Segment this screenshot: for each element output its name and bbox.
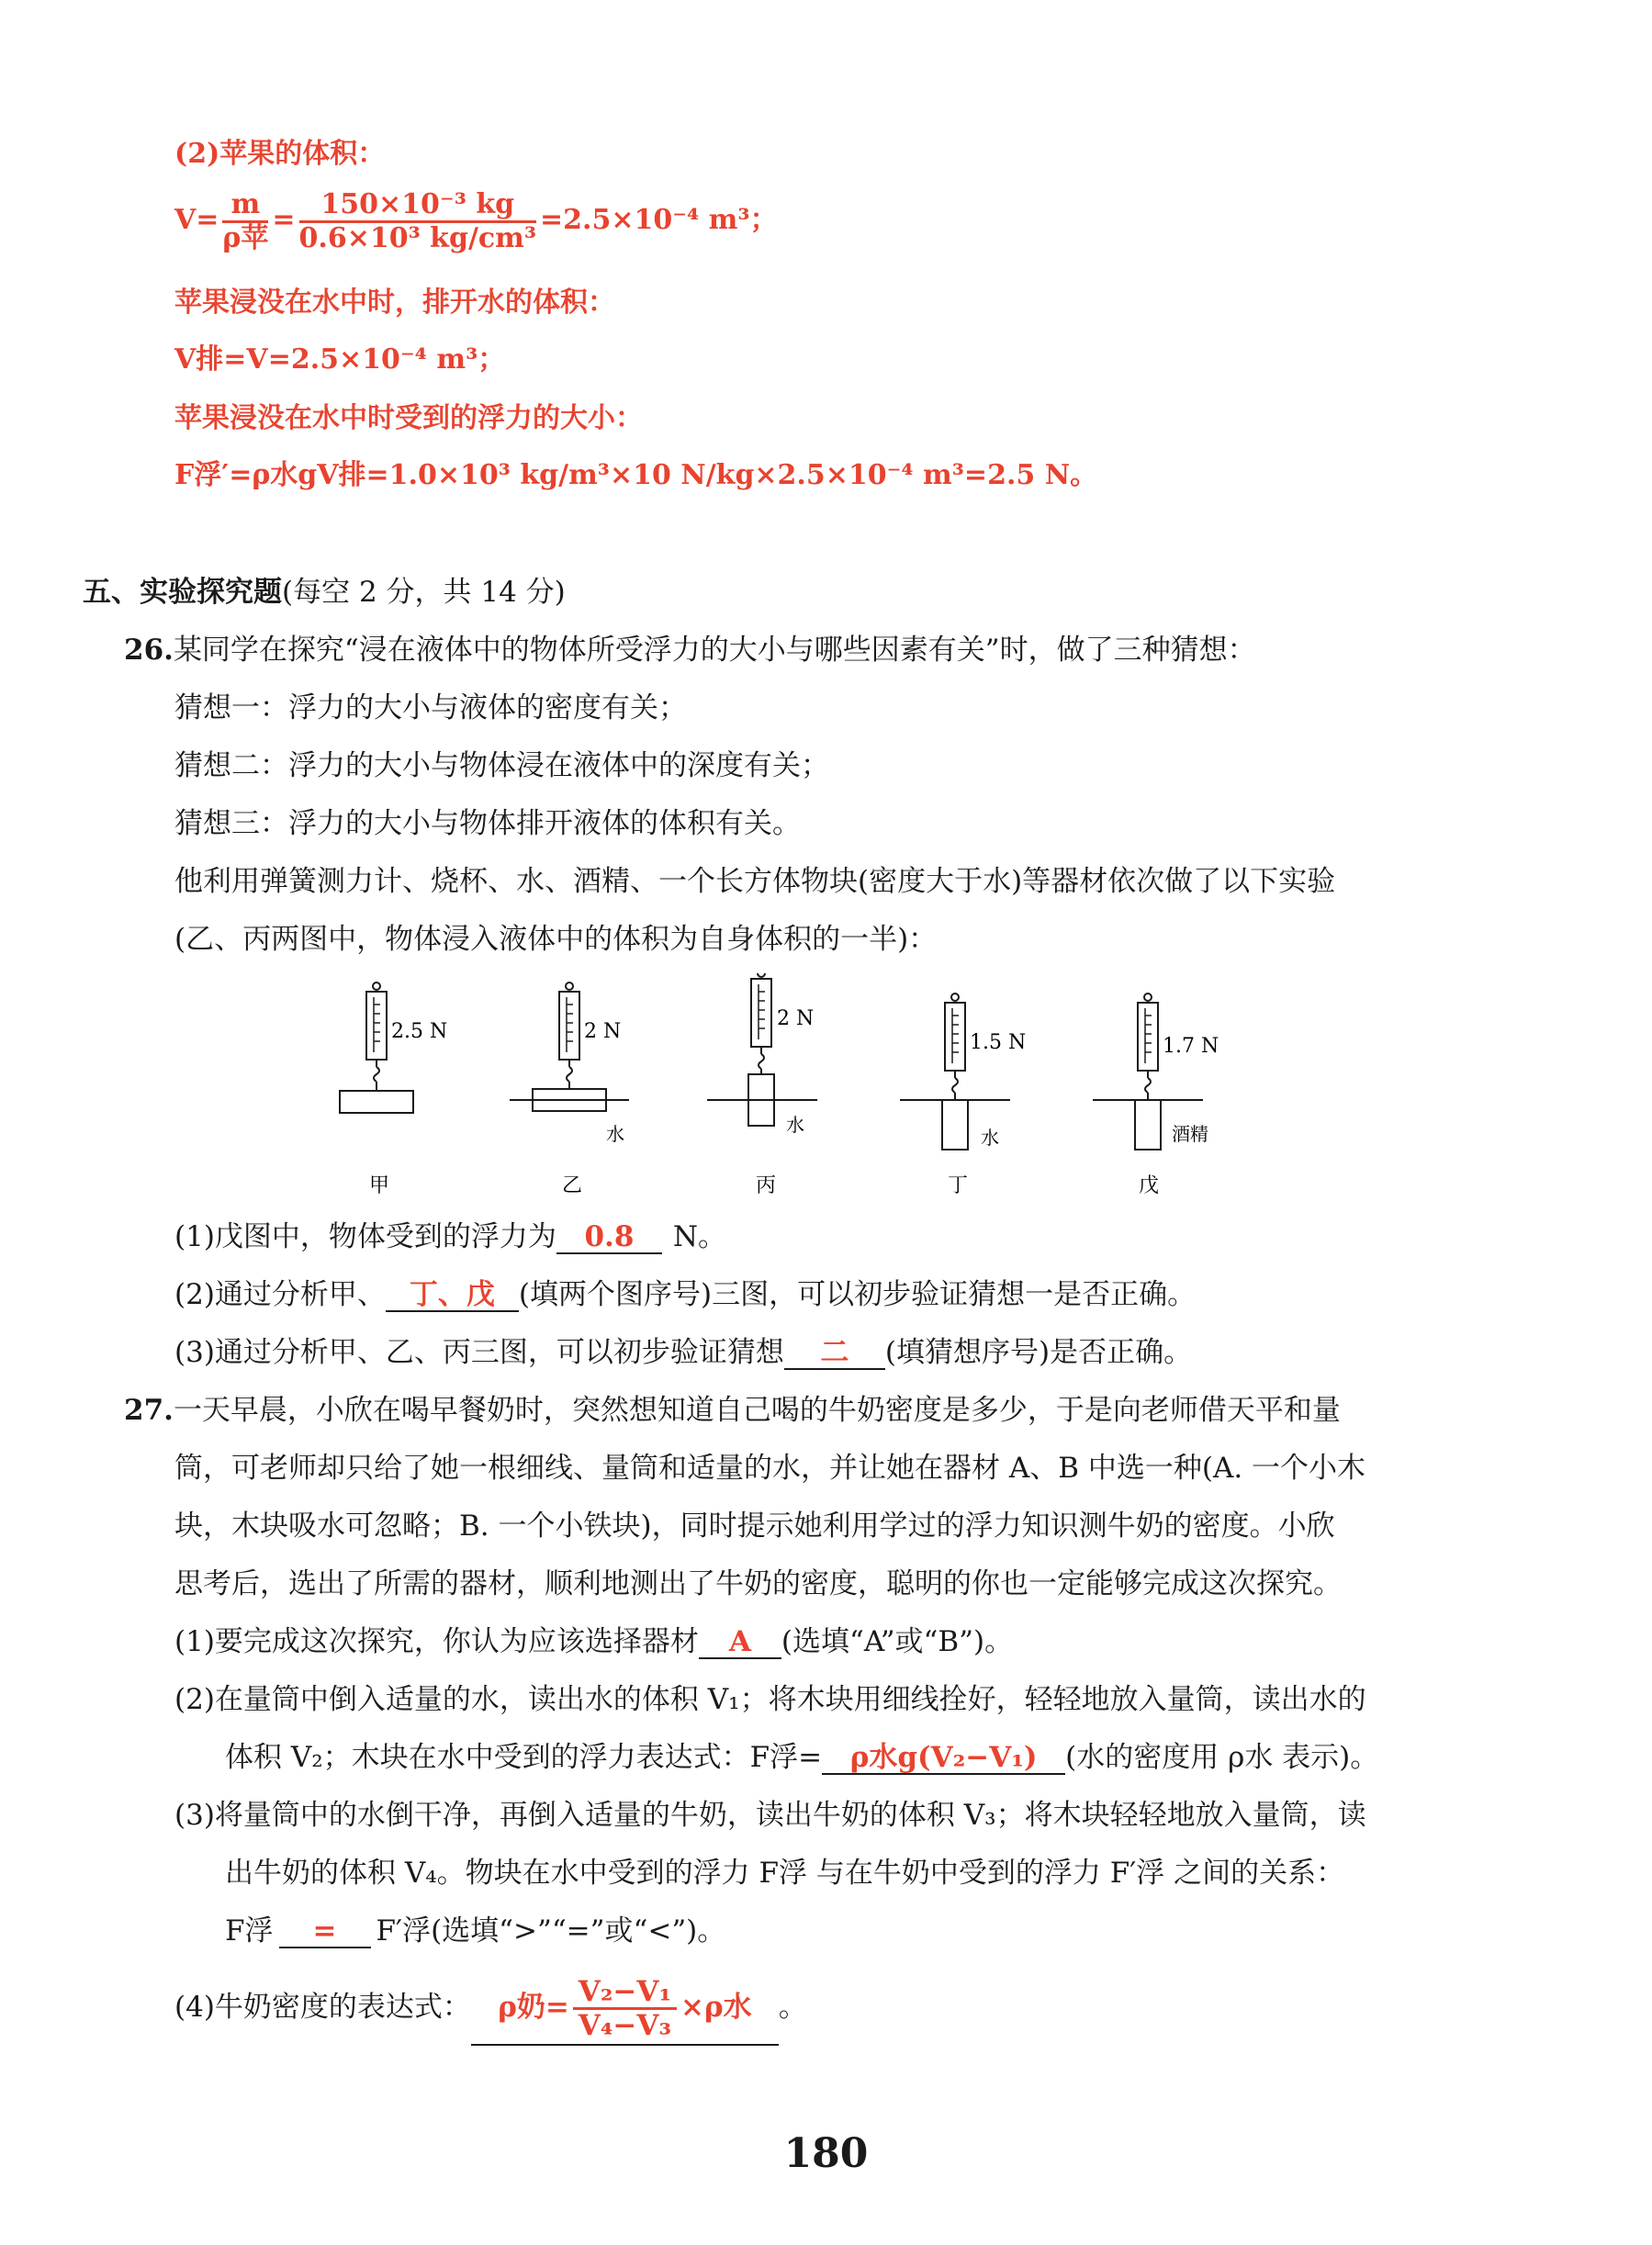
caption-bing: 丙 [756, 1174, 777, 1197]
density-fraction [573, 1976, 677, 2041]
q27-sub-2-answer: ρ水g(V₂−V₁) [849, 1741, 1038, 1774]
answer-blank [699, 1626, 781, 1659]
q26-sub-1 [174, 1218, 726, 1255]
q26-sub-2-suffix: (填两个图序号)三图，可以初步验证猜想一是否正确。 [518, 1278, 1197, 1311]
q27-sub-3-line-3 [225, 1913, 725, 1949]
q27-sub-2-suffix: (水的密度用 ρ水 表示)。 [1065, 1741, 1379, 1774]
q26-sub-2 [174, 1276, 1196, 1313]
fraction-denominator: 0.6×10³ kg/cm³ [298, 221, 537, 254]
q26-number: 26. [124, 634, 174, 667]
answer-blank [471, 1970, 779, 2046]
q26-sub-3-suffix: (填猜想序号)是否正确。 [884, 1336, 1193, 1369]
q26-guess-2: 猜想二：浮力的大小与物体浸在液体中的深度有关； [174, 749, 829, 782]
fraction-m-over-rho [222, 189, 268, 254]
q26-sub-3-prefix: (3)通过分析甲、乙、丙三图，可以初步验证猜想 [174, 1336, 784, 1369]
reading-yi: 2 N [584, 1020, 622, 1043]
liquid-bing: 水 [786, 1114, 804, 1136]
reading-ding: 1.5 N [970, 1031, 1027, 1054]
solution-line-4: V排=V=2.5×10⁻⁴ m³； [174, 343, 506, 376]
liquid-yi: 水 [606, 1123, 624, 1145]
q26-sub-3-answer: 二 [820, 1336, 849, 1369]
fraction-numerator: m [222, 189, 268, 223]
formula-v-right: =2.5×10⁻⁴ m³； [540, 204, 778, 236]
scale-yi [510, 982, 629, 1197]
formula-v-left: V= [174, 204, 219, 236]
answer-blank [784, 1337, 885, 1370]
answer-blank [556, 1221, 662, 1254]
scale-bing [707, 973, 817, 1197]
density-lhs: ρ奶= [498, 1991, 569, 2024]
q27-sub-3-line-2: 出牛奶的体积 V₄。物块在水中受到的浮力 F浮 与在牛奶中受到的浮力 F′浮 之间的关系： [225, 1857, 1345, 1890]
fraction-numerator: 150×10⁻³ kg [299, 189, 537, 223]
q26-paragraph-1: 他利用弹簧测力计、烧杯、水、酒精、一个长方体物块(密度大于水)等器材依次做了以下实验 [174, 865, 1336, 898]
q26-sub-1-answer: 0.8 [584, 1220, 635, 1253]
section-header [83, 574, 566, 611]
q26-sub-2-answer: 丁、戊 [409, 1278, 495, 1311]
q27-sub-1-answer: A [728, 1625, 751, 1658]
scale-jia [340, 982, 447, 1197]
q27-sub-2-line-1: (2)在量筒中倒入适量的水，读出水的体积 V₁；将木块用细线拴好，轻轻地放入量筒，读出水的 [174, 1683, 1366, 1716]
q27-sub-1-prefix: (1)要完成这次探究，你认为应该选择器材 [174, 1625, 699, 1658]
q26-sub-1-suffix: N。 [672, 1220, 727, 1253]
experiment-figure [312, 973, 1332, 1212]
page-number: 180 [783, 2130, 869, 2177]
q27-sub-1-suffix: (选填“A”或“B”)。 [781, 1625, 1014, 1658]
q27-sub-3-prefix: F浮 [225, 1914, 274, 1948]
fraction-denominator: V₄−V₃ [578, 2009, 672, 2042]
q26-guess-3: 猜想三：浮力的大小与物体排开液体的体积有关。 [174, 807, 801, 840]
q26-guess-1: 猜想一：浮力的大小与液体的密度有关； [174, 691, 687, 724]
q26-sub-1-prefix: (1)戊图中，物体受到的浮力为 [174, 1220, 556, 1253]
q27-number: 27. [124, 1394, 174, 1427]
block-jia [340, 1091, 413, 1113]
q27-sub-4-suffix: 。 [778, 1991, 807, 2024]
answer-blank [822, 1742, 1065, 1775]
q27-sub-2-prefix: 体积 V₂；木块在水中受到的浮力表达式：F浮= [225, 1741, 823, 1774]
q27-sub-3-suffix: F′浮(选填“>”“=”或“<”)。 [376, 1914, 726, 1948]
fraction-values [299, 189, 537, 254]
solution-line-5: 苹果浸没在水中时受到的浮力的大小： [174, 402, 643, 434]
q26-sub-2-prefix: (2)通过分析甲、 [174, 1278, 386, 1311]
q27-line-3: 块，木块吸水可忽略；B. 一个小铁块)，同时提示她利用学过的浮力知识测牛奶的密度。小欣 [174, 1510, 1335, 1543]
q27-sub-2-line-2 [225, 1739, 1378, 1776]
section-note: (每空 2 分，共 14 分) [282, 576, 566, 609]
q27-line-4: 思考后，选出了所需的器材，顺利地测出了牛奶的密度，聪明的你也一定能够完成这次探究。 [174, 1567, 1342, 1600]
volume-formula [174, 184, 778, 257]
scale-ding [900, 993, 1026, 1197]
caption-wu: 戊 [1139, 1174, 1160, 1197]
q27-line-1 [124, 1392, 1341, 1429]
fraction-numerator: V₂−V₁ [573, 1976, 677, 2010]
q27-sub-1 [174, 1623, 1013, 1660]
caption-jia: 甲 [369, 1174, 390, 1197]
liquid-ding: 水 [981, 1127, 999, 1149]
q27-sub-3-answer: = [312, 1914, 337, 1948]
block-wu [1135, 1100, 1161, 1150]
reading-wu: 1.7 N [1163, 1035, 1219, 1058]
density-rhs: ×ρ水 [680, 1991, 752, 2024]
caption-ding: 丁 [948, 1174, 969, 1197]
q27-line-1-text: 一天早晨，小欣在喝早餐奶时，突然想知道自己喝的牛奶密度是多少，于是向老师借天平和量 [173, 1394, 1341, 1427]
formula-eq: = [272, 204, 296, 236]
answer-blank [386, 1279, 519, 1312]
solution-line-3: 苹果浸没在水中时，排开水的体积： [174, 286, 615, 319]
answer-blank [279, 1915, 371, 1948]
q27-sub-4-answer [498, 1975, 752, 2042]
reading-bing: 2 N [777, 1007, 815, 1030]
q27-sub-3-line-1: (3)将量筒中的水倒干净，再倒入适量的牛奶，读出牛奶的体积 V₃；将木块轻轻地放入量筒，读 [174, 1799, 1366, 1832]
block-ding [942, 1100, 968, 1150]
q27-sub-4-prefix: (4)牛奶密度的表达式： [174, 1991, 471, 2024]
scale-wu [1093, 993, 1219, 1197]
q27-sub-4 [174, 1970, 807, 2046]
q26-sub-3 [174, 1334, 1192, 1371]
section-title: 五、实验探究题 [83, 576, 282, 609]
q27-line-2: 筒，可老师却只给了她一根细线、量筒和适量的水，并让她在器材 A、B 中选一种(A. 一个小木 [174, 1452, 1366, 1485]
reading-jia: 2.5 N [391, 1020, 448, 1043]
liquid-wu: 酒精 [1172, 1123, 1208, 1145]
q26-stem-text: 某同学在探究“浸在液体中的物体所受浮力的大小与哪些因素有关”时，做了三种猜想： [173, 634, 1256, 667]
caption-yi: 乙 [562, 1174, 583, 1197]
solution-line-1: (2)苹果的体积： [174, 138, 386, 170]
q26-paragraph-2: (乙、丙两图中，物体浸入液体中的体积为自身体积的一半)： [174, 923, 938, 956]
fraction-denominator: ρ苹 [222, 221, 269, 254]
solution-line-6: F浮′=ρ水gV排=1.0×10³ kg/m³×10 N/kg×2.5×10⁻⁴ m³=2.5 N。 [174, 459, 1098, 491]
q26-stem [124, 632, 1256, 668]
